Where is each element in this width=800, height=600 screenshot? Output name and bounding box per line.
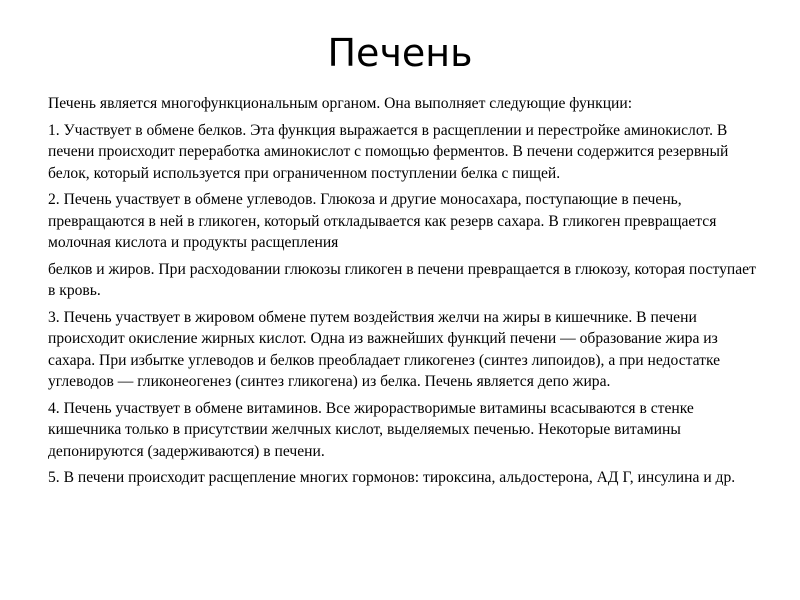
paragraph-vitamin-metabolism: 4. Печень участвует в обмене витаминов. Все жирорастворимые витамины всасываются в стенке кишечника только в присутствии желчных кислот, выделяемых печенью. Некоторые витамины депонируются (задерживаются) в печени. (48, 399, 694, 460)
slide-body (48, 93, 760, 494)
slide-title: Печень (327, 31, 473, 75)
paragraph-intro: Печень является многофункциональным органом. Она выполняет следующие функции: (48, 95, 633, 112)
paragraph-glycogen-conversion: белков и жиров. При расходовании глюкозы гликоген в печени превращается в глюкозу, которая поступает в кровь. (48, 260, 756, 299)
paragraph-fat-metabolism: 3. Печень участвует в жировом обмене путем воздействия желчи на жиры в кишечнике. В печени происходит окисление жирных кислот. Одна из важнейших функций печени — образование жира из сахара. При избытке углеводов и белков преобладает гликогенез (синтез липоидов), а при недостатке углеводов — гликонеогенез (синтез гликогена) из белка. Печень является депо жира. (48, 308, 721, 390)
paragraph-protein-metabolism: 1. Участвует в обмене белков. Эта функция выражается в расщеплении и перестройке аминокислот. В печени происходит переработка аминокислот с помощью ферментов. В печени содержится резервный белок, который используется при ограниченном поступлении белка с пищей. (48, 121, 729, 182)
paragraph-carbohydrate-metabolism: 2. Печень участвует в обмене углеводов. Глюкоза и другие моносахара, поступающие в печень, превращаются в ней в гликоген, который откладывается как резерв сахара. В гликоген превращается молочная кислота и продукты расщепления (48, 191, 717, 251)
paragraph-hormone-breakdown: 5. В печени происходит расщепление многих гормонов: тироксина, альдостерона, АД Г, инсулина и др. (48, 469, 736, 486)
